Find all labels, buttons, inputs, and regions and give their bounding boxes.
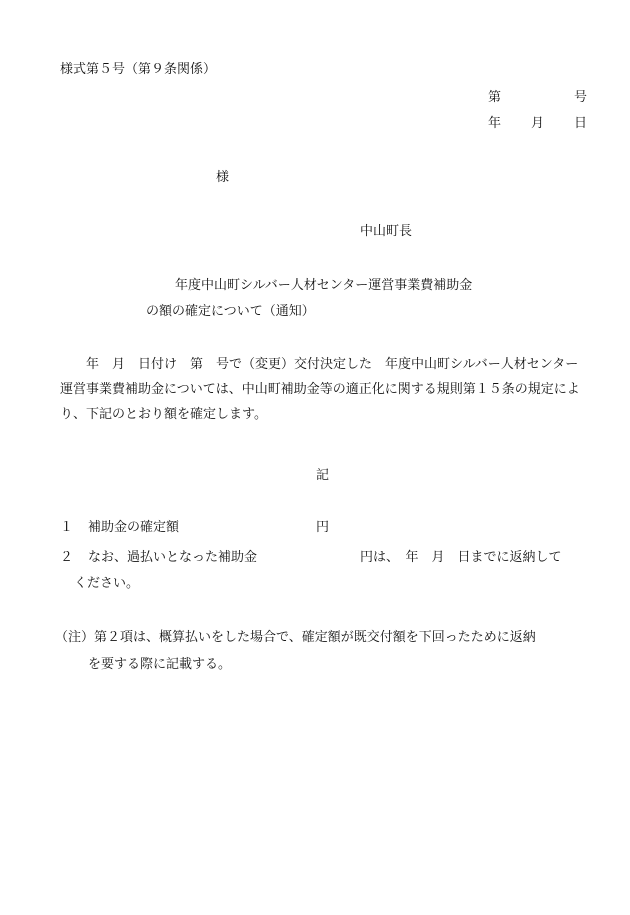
item-1-number: １ <box>60 520 74 535</box>
note-line-1: （注）第２項は、概算払いをした場合で、確定額が既交付額を下回ったために返納 <box>55 630 536 645</box>
ki-heading: 記 <box>316 468 330 483</box>
note-line-2: を要する際に記載する。 <box>88 657 232 672</box>
sender-name: 中山町長 <box>360 224 413 239</box>
title-line-1: 年度中山町シルバー人材センター運営事業費補助金 <box>175 278 473 293</box>
body-paragraph: 年 月 日付け 第 号で（変更）交付決定した 年度中山町シルバー人材センター運営事業費補助金については、中山町補助金等の適正化に関する規則第１５条の規定により、下記のとおり額を確定します。 <box>60 357 580 422</box>
item-2-number: ２ <box>60 550 74 565</box>
title-line-2: の額の確定について（通知） <box>146 304 315 319</box>
doc-number-suffix: 号 <box>574 90 588 105</box>
date-month: 月 <box>531 116 545 131</box>
item-2-tail: 円は、 年 月 日までに返納して <box>360 550 562 565</box>
item-1-unit: 円 <box>316 520 330 535</box>
date-year: 年 <box>488 116 502 131</box>
item-2-label: なお、過払いとなった補助金 <box>88 550 258 565</box>
item-2-continuation: ください。 <box>74 576 140 591</box>
form-label: 様式第５号（第９条関係） <box>60 62 217 77</box>
doc-number-prefix: 第 <box>488 90 502 105</box>
recipient-honorific: 様 <box>216 170 230 185</box>
item-1-label: 補助金の確定額 <box>88 520 180 535</box>
date-day: 日 <box>574 116 588 131</box>
